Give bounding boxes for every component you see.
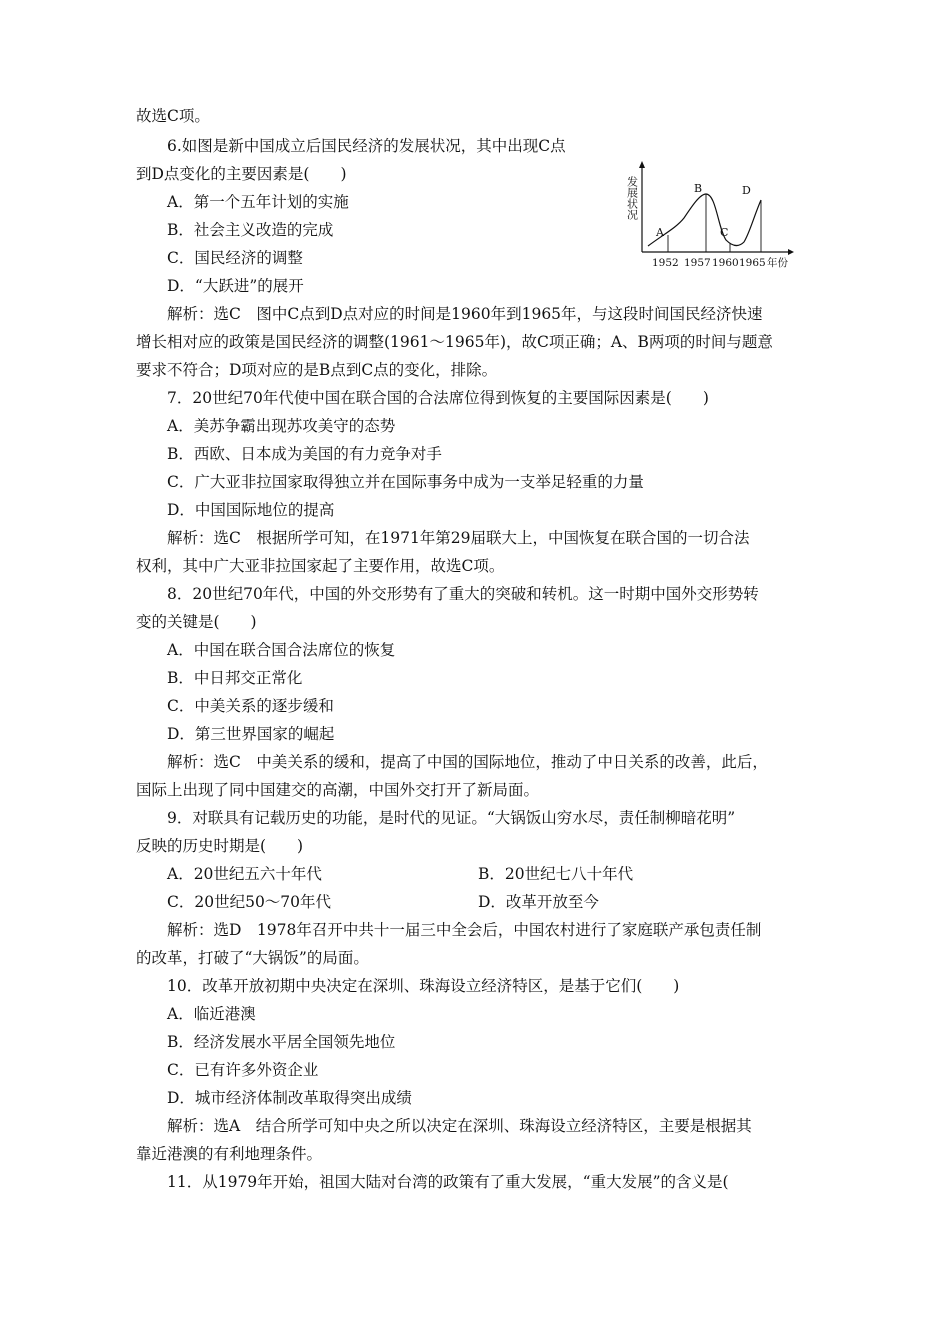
text-line-content: D．第三世界国家的崛起 — [167, 725, 335, 743]
text-line-content: 6.如图是新中国成立后国民经济的发展状况，其中出现C点 — [167, 137, 566, 155]
text-line — [167, 916, 847, 944]
text-line — [167, 1000, 847, 1028]
text-line-content: 要求不符合；D项对应的是B点到C点的变化，排除。 — [136, 361, 498, 379]
text-line-content: C．国民经济的调整 — [167, 249, 303, 267]
x-tick-1952: 1952 — [652, 257, 679, 268]
text-line — [167, 440, 847, 468]
text-line — [136, 328, 816, 356]
text-line-content: B．中日邦交正常化 — [167, 669, 303, 687]
text-line — [136, 356, 816, 384]
text-line-content: B．社会主义改造的完成 — [167, 221, 334, 239]
text-line-content: 7．20世纪70年代使中国在联合国的合法席位得到恢复的主要国际因素是( ) — [167, 389, 709, 407]
text-line-content: A．美苏争霸出现苏攻美守的态势 — [167, 417, 396, 435]
point-label-c: C — [720, 226, 729, 239]
point-label-d: D — [742, 184, 751, 197]
text-line-content: C．中美关系的逐步缓和 — [167, 697, 334, 715]
text-line — [167, 860, 847, 888]
text-line-content: 解析：选C 中美关系的缓和，提高了中国的国际地位，推动了中日关系的改善，此后， — [167, 753, 768, 771]
text-line-content: A．第一个五年计划的实施 — [167, 193, 349, 211]
text-line-content: 解析：选C 图中C点到D点对应的时间是1960年到1965年，与这段时间国民经济快速 — [167, 305, 763, 323]
text-line-content: 10．改革开放初期中央决定在深圳、珠海设立经济特区，是基于它们( ) — [167, 977, 680, 995]
text-line-content: 国际上出现了同中国建交的高潮，中国外交打开了新局面。 — [136, 781, 540, 799]
text-line — [136, 1140, 816, 1168]
text-line-content: A．20世纪五六十年代 — [167, 865, 322, 883]
text-line-content: A．中国在联合国合法席位的恢复 — [167, 641, 396, 659]
text-line-content: D．中国国际地位的提高 — [167, 501, 335, 519]
text-line — [167, 1084, 847, 1112]
text-line — [167, 972, 847, 1000]
text-line-content: B．西欧、日本成为美国的有力竞争对手 — [167, 445, 442, 463]
text-line-content: C．已有许多外资企业 — [167, 1061, 319, 1079]
text-line — [136, 608, 816, 636]
text-line-content: 靠近港澳的有利地理条件。 — [136, 1145, 323, 1163]
economy-development-chart — [626, 156, 796, 268]
text-line-content: C．20世纪50～70年代 — [167, 893, 332, 911]
economy-curve — [648, 194, 761, 246]
text-line — [167, 1168, 847, 1196]
option-second-column: D．改革开放至今 — [478, 893, 599, 911]
text-line — [167, 412, 847, 440]
text-line-content: 反映的历史时期是( ) — [136, 837, 304, 855]
y-axis-arrow — [639, 161, 645, 168]
text-line — [136, 102, 816, 130]
text-line-content: 9．对联具有记载历史的功能，是时代的见证。“大锅饭山穷水尽，责任制柳暗花明” — [167, 809, 736, 827]
text-line — [167, 580, 847, 608]
text-line — [167, 748, 847, 776]
text-line — [167, 468, 847, 496]
text-line — [167, 636, 847, 664]
text-line-content: C．广大亚非拉国家取得独立并在国际事务中成为一支举足轻重的力量 — [167, 473, 644, 491]
text-line — [167, 1028, 847, 1056]
text-line — [167, 384, 847, 412]
text-line — [167, 1112, 847, 1140]
text-line — [167, 720, 847, 748]
text-line-content: 增长相对应的政策是国民经济的调整(1961～1965年)，故C项正确；A、B两项的时间与题意 — [136, 333, 773, 351]
x-axis-label: 年份 — [767, 257, 788, 268]
text-line-content: 解析：选D 1978年召开中共十一届三中全会后，中国农村进行了家庭联产承包责任制 — [167, 921, 762, 939]
x-axis-arrow — [788, 249, 794, 255]
text-line — [136, 944, 816, 972]
text-line-content: 变的关键是( ) — [136, 613, 257, 631]
text-line-content: 故选C项。 — [136, 107, 210, 125]
text-line — [136, 776, 816, 804]
text-line-content: 的改革，打破了“大锅饭”的局面。 — [136, 949, 369, 967]
option-second-column: B．20世纪七八十年代 — [478, 865, 634, 883]
text-line-content: A．临近港澳 — [167, 1005, 256, 1023]
text-line-content: 解析：选C 根据所学可知，在1971年第29届联大上，中国恢复在联合国的一切合法 — [167, 529, 750, 547]
text-line — [167, 272, 847, 300]
text-line — [167, 664, 847, 692]
text-line-content: D．“大跃进”的展开 — [167, 277, 304, 295]
x-tick-1960: 1960 — [712, 257, 739, 268]
text-line-content: 权利，其中广大亚非拉国家起了主要作用，故选C项。 — [136, 557, 505, 575]
text-line — [167, 692, 847, 720]
text-line-content: 8．20世纪70年代，中国的外交形势有了重大的突破和转机。这一时期中国外交形势转 — [167, 585, 759, 603]
text-line — [167, 300, 847, 328]
text-line-content: 到D点变化的主要因素是( ) — [136, 165, 347, 183]
text-line — [136, 832, 816, 860]
text-line-content: 解析：选A 结合所学可知中央之所以决定在深圳、珠海设立经济特区，主要是根据其 — [167, 1117, 752, 1135]
point-label-b: B — [694, 182, 703, 195]
text-line-content: 11．从1979年开始，祖国大陆对台湾的政策有了重大发展，“重大发展”的含义是( — [167, 1173, 729, 1191]
text-line — [167, 888, 847, 916]
text-line-content: D．城市经济体制改革取得突出成绩 — [167, 1089, 412, 1107]
text-line — [167, 804, 847, 832]
text-line-content: B．经济发展水平居全国领先地位 — [167, 1033, 396, 1051]
text-line — [167, 496, 847, 524]
x-tick-1957: 1957 — [684, 257, 711, 268]
x-tick-1965: 1965 — [739, 257, 766, 268]
text-line — [167, 524, 847, 552]
y-axis-label: 发展状况 — [626, 176, 639, 220]
point-label-a: A — [656, 226, 664, 239]
text-line — [136, 552, 816, 580]
text-line — [167, 1056, 847, 1084]
